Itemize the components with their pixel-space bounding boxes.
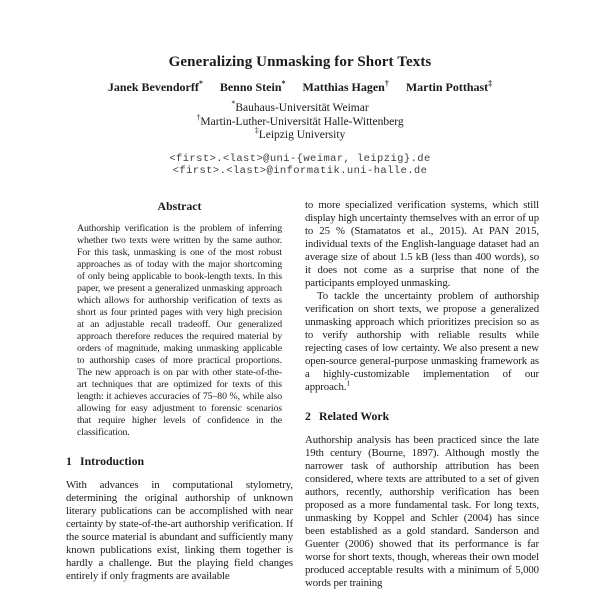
- affiliation-name: Leipzig University: [258, 129, 346, 141]
- author-affiliation-mark: *: [198, 79, 203, 88]
- author-name: Janek Bevendorff: [107, 80, 199, 94]
- author-affiliation-mark: *: [281, 79, 286, 88]
- section-heading-related-work: [305, 409, 539, 424]
- affiliation-mark: †: [196, 112, 201, 122]
- affiliation: [0, 112, 600, 130]
- affiliation-name: Martin-Luther-Universität Halle-Wittenberg: [200, 115, 404, 128]
- paragraph-text: To tackle the uncertainty problem of authorship verification on short texts, we propose a generalized unmasking approach which prioritizes precision so as to verify authorship with reliable results while rejecting cases of low certainty. We also present a new open-source general-purpose unmasking framework as a highly-customizable implementation of our approach.: [305, 289, 539, 393]
- section-title: Related Work: [319, 408, 390, 423]
- affiliation-mark: *: [231, 99, 236, 109]
- footnote-marker: 1: [346, 377, 351, 387]
- section-number: 2: [305, 408, 311, 423]
- email-block: [0, 153, 600, 178]
- author-affiliation-mark: †: [384, 79, 389, 88]
- author-name: Martin Potthast: [405, 80, 489, 94]
- author-name: Matthias Hagen: [302, 80, 385, 94]
- body-paragraph: to more specialized verification systems, which still display high uncertainty themselves with an error of up to 25 % (Stamatatos et al., 2015). At PAN 2015, individual texts of the English-language dataset had an average size of about 1.5 kB (less than 400 words), so it does not come as a surprise that none of the participants employed unmasking.: [305, 198, 539, 289]
- affiliation: [0, 99, 600, 116]
- section-title: Introduction: [80, 454, 145, 469]
- intro-paragraph: With advances in computational stylometry, determining the original authorship of unknown literary publications can be accomplished with near certainty by state-of-the-art authorship verification. If the source material is abundant and sufficiently many known publications exist, linking them together is hardly a challenge. But the playing field changes entirely if only fragments are available: [66, 479, 293, 583]
- body-paragraph: [305, 290, 539, 394]
- author-affiliation-mark: ‡: [488, 79, 493, 88]
- author: [108, 80, 203, 95]
- author: [303, 80, 389, 95]
- email-line: <first>.<last>@uni-{weimar, leipzig}.de: [169, 152, 431, 165]
- affiliation: [0, 126, 600, 143]
- paper-title: Generalizing Unmasking for Short Texts: [168, 54, 432, 70]
- author: [406, 80, 492, 95]
- section-heading-introduction: [66, 454, 293, 469]
- abstract-heading: Abstract: [157, 198, 202, 213]
- two-column-body: [0, 199, 600, 590]
- abstract-text: Authorship verification is the problem of inferring whether two texts were written by the same author. For this task, unmasking is one of the most robust approaches as of today with the major shortcoming of only being applicable to book-length texts. In this paper, we present a generalized unmasking approach which allows for authorship verification of texts as short as four printed pages with very high precision at an adjustable recall tradeoff. Our generalized approach therefore reduces the required material by orders of magnitude, making unmasking applicable to authorship cases of more practical proportions. The new approach is on par with other state-of-the-art techniques that are optimized for texts of this length: it achieves accuracies of 75–80 %, while also allowing for easy adjustment to forensic scenarios that require higher levels of confidence in the classification.: [77, 223, 282, 439]
- right-column: [305, 199, 539, 590]
- author: [220, 80, 286, 95]
- section-number: 1: [66, 454, 72, 469]
- paper-header: [0, 0, 600, 178]
- left-column: [66, 199, 293, 584]
- affiliation-name: Bauhaus-Universität Weimar: [235, 102, 369, 114]
- email-line: <first>.<last>@informatik.uni-halle.de: [172, 165, 428, 177]
- body-paragraph: Authorship analysis has been practiced since the late 19th century (Bourne, 1897). Although mostly the narrower task of authorship attribution has been considered, where texts are attributed to a set of given authors, recently, authorship verification has been proposed as a more fundamental task. For long texts, unmasking by Koppel and Schler (2004) has since been established as a gold standard. Sanderson and Guenter (2006) showed that its performance is far worse for short texts, though, whereas their own model produced acceptable results with a minimum of 5,000 words per training: [305, 433, 539, 589]
- author-name: Benno Stein: [219, 80, 282, 94]
- affiliation-list: [0, 99, 600, 143]
- author-line: [0, 80, 600, 95]
- affiliation-mark: ‡: [254, 126, 259, 136]
